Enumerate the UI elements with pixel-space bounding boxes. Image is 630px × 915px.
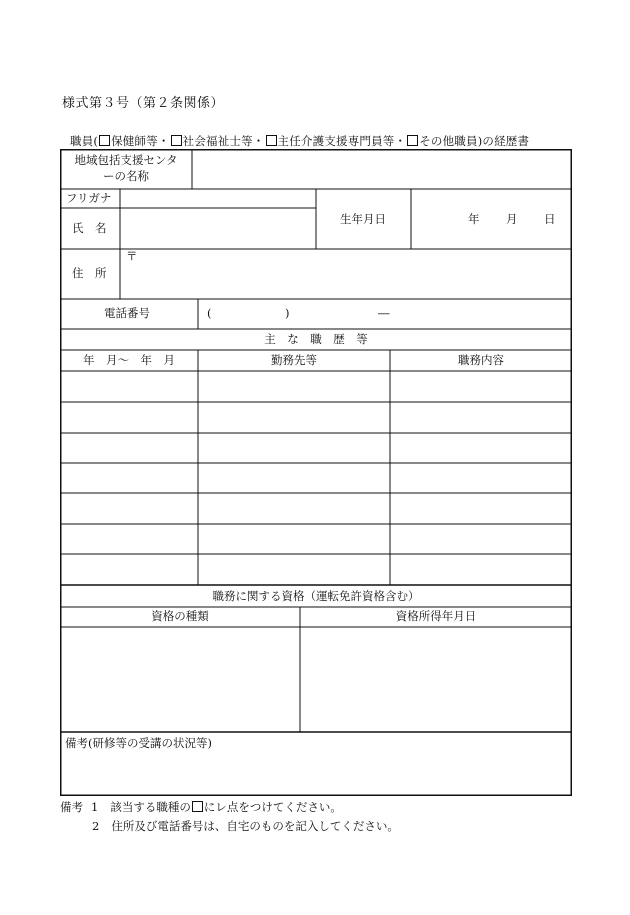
title-prefix: 職員( bbox=[70, 134, 99, 148]
career-form-sheet bbox=[60, 149, 572, 796]
center-name-label-line-1: 地域包括支援センタ bbox=[74, 153, 178, 167]
furigana-label: フリガナ bbox=[66, 191, 112, 205]
birthdate-year-unit: 年 bbox=[468, 212, 480, 226]
career-row-5-workplace[interactable] bbox=[200, 495, 388, 522]
career-row-4-duties[interactable] bbox=[392, 465, 570, 491]
postal-mark: 〒 bbox=[126, 249, 138, 263]
qualifications-date-field[interactable] bbox=[302, 629, 570, 730]
footnote-2 bbox=[60, 817, 399, 836]
name-label: 氏 名 bbox=[72, 221, 107, 235]
career-row-3-period[interactable] bbox=[62, 435, 196, 461]
address-field[interactable] bbox=[122, 251, 570, 297]
title-option-care-manager: 主任介護支援専門員等・ bbox=[277, 134, 407, 148]
title-suffix: )の経歴書 bbox=[477, 134, 530, 148]
career-col-workplace: 勤務先等 bbox=[271, 353, 317, 367]
footnote-heading: 備考 bbox=[60, 800, 83, 814]
checkbox-care-manager[interactable] bbox=[266, 135, 277, 146]
birthdate-label: 生年月日 bbox=[340, 212, 386, 226]
career-row-4-period[interactable] bbox=[62, 465, 196, 491]
career-row-1-period[interactable] bbox=[62, 373, 196, 400]
qualifications-type-field[interactable] bbox=[62, 629, 298, 730]
career-row-7-duties[interactable] bbox=[392, 556, 570, 583]
form-number: 様式第３号（第２条関係） bbox=[62, 96, 225, 111]
career-row-1-duties[interactable] bbox=[392, 373, 570, 400]
career-row-2-period[interactable] bbox=[62, 404, 196, 431]
career-row-7-period[interactable] bbox=[62, 556, 196, 583]
center-name-label-line-2: ーの名称 bbox=[103, 168, 149, 183]
birthdate-day-unit: 日 bbox=[544, 212, 556, 226]
career-row-6-duties[interactable] bbox=[392, 526, 570, 552]
center-name-field[interactable] bbox=[195, 152, 569, 186]
footnote-1-text-a: 該当する職種の bbox=[110, 800, 191, 814]
career-section-title: 主 な 職 歴 等 bbox=[264, 332, 368, 346]
career-row-3-workplace[interactable] bbox=[200, 435, 388, 461]
footnote-2-text: 住所及び電話番号は、自宅のものを記入してください。 bbox=[111, 819, 399, 833]
checkbox-social-worker[interactable] bbox=[171, 135, 182, 146]
form-title bbox=[70, 133, 529, 149]
career-row-7-workplace[interactable] bbox=[200, 556, 388, 583]
career-row-6-period[interactable] bbox=[62, 526, 196, 552]
title-option-public-health-nurse: 保健師等・ bbox=[111, 134, 170, 148]
phone-dash: ― bbox=[378, 306, 390, 320]
title-option-other-staff: その他職員 bbox=[419, 134, 478, 148]
career-row-4-workplace[interactable] bbox=[200, 465, 388, 491]
career-row-6-workplace[interactable] bbox=[200, 526, 388, 552]
footnote-1-number: 1 bbox=[91, 800, 99, 814]
center-name-label bbox=[60, 153, 192, 184]
checkbox-public-health-nurse[interactable] bbox=[99, 135, 110, 146]
phone-open-paren: ( bbox=[207, 306, 212, 320]
footnote-checkbox-icon bbox=[192, 801, 203, 812]
footnote-1 bbox=[60, 798, 399, 817]
footnote-1-text-b: にレ点をつけてください。 bbox=[203, 800, 342, 814]
phone-close-paren: ) bbox=[285, 306, 290, 320]
title-option-social-worker: 社会福祉士等・ bbox=[182, 134, 265, 148]
footnotes bbox=[60, 798, 399, 836]
career-col-period: 年 月～ 年 月 bbox=[83, 353, 175, 367]
career-row-2-duties[interactable] bbox=[392, 404, 570, 431]
birthdate-month-unit: 月 bbox=[506, 212, 518, 226]
remarks-field[interactable] bbox=[62, 752, 570, 793]
career-row-5-period[interactable] bbox=[62, 495, 196, 522]
qualifications-section-title: 職務に関する資格（運転免許資格含む） bbox=[212, 589, 420, 603]
career-row-3-duties[interactable] bbox=[392, 435, 570, 461]
address-label: 住 所 bbox=[72, 266, 107, 280]
career-row-1-workplace[interactable] bbox=[200, 373, 388, 400]
furigana-field[interactable] bbox=[122, 191, 314, 206]
qualifications-col-type: 資格の種類 bbox=[151, 609, 209, 623]
career-row-5-duties[interactable] bbox=[392, 495, 570, 522]
footnote-2-number: 2 bbox=[92, 819, 100, 833]
phone-label: 電話番号 bbox=[104, 306, 150, 320]
qualifications-col-date: 資格所得年月日 bbox=[395, 609, 477, 623]
career-row-2-workplace[interactable] bbox=[200, 404, 388, 431]
remarks-label: 備考(研修等の受講の状況等) bbox=[65, 736, 212, 750]
name-field[interactable] bbox=[122, 210, 314, 247]
checkbox-other-staff[interactable] bbox=[407, 135, 418, 146]
career-col-duties: 職務内容 bbox=[458, 353, 504, 367]
